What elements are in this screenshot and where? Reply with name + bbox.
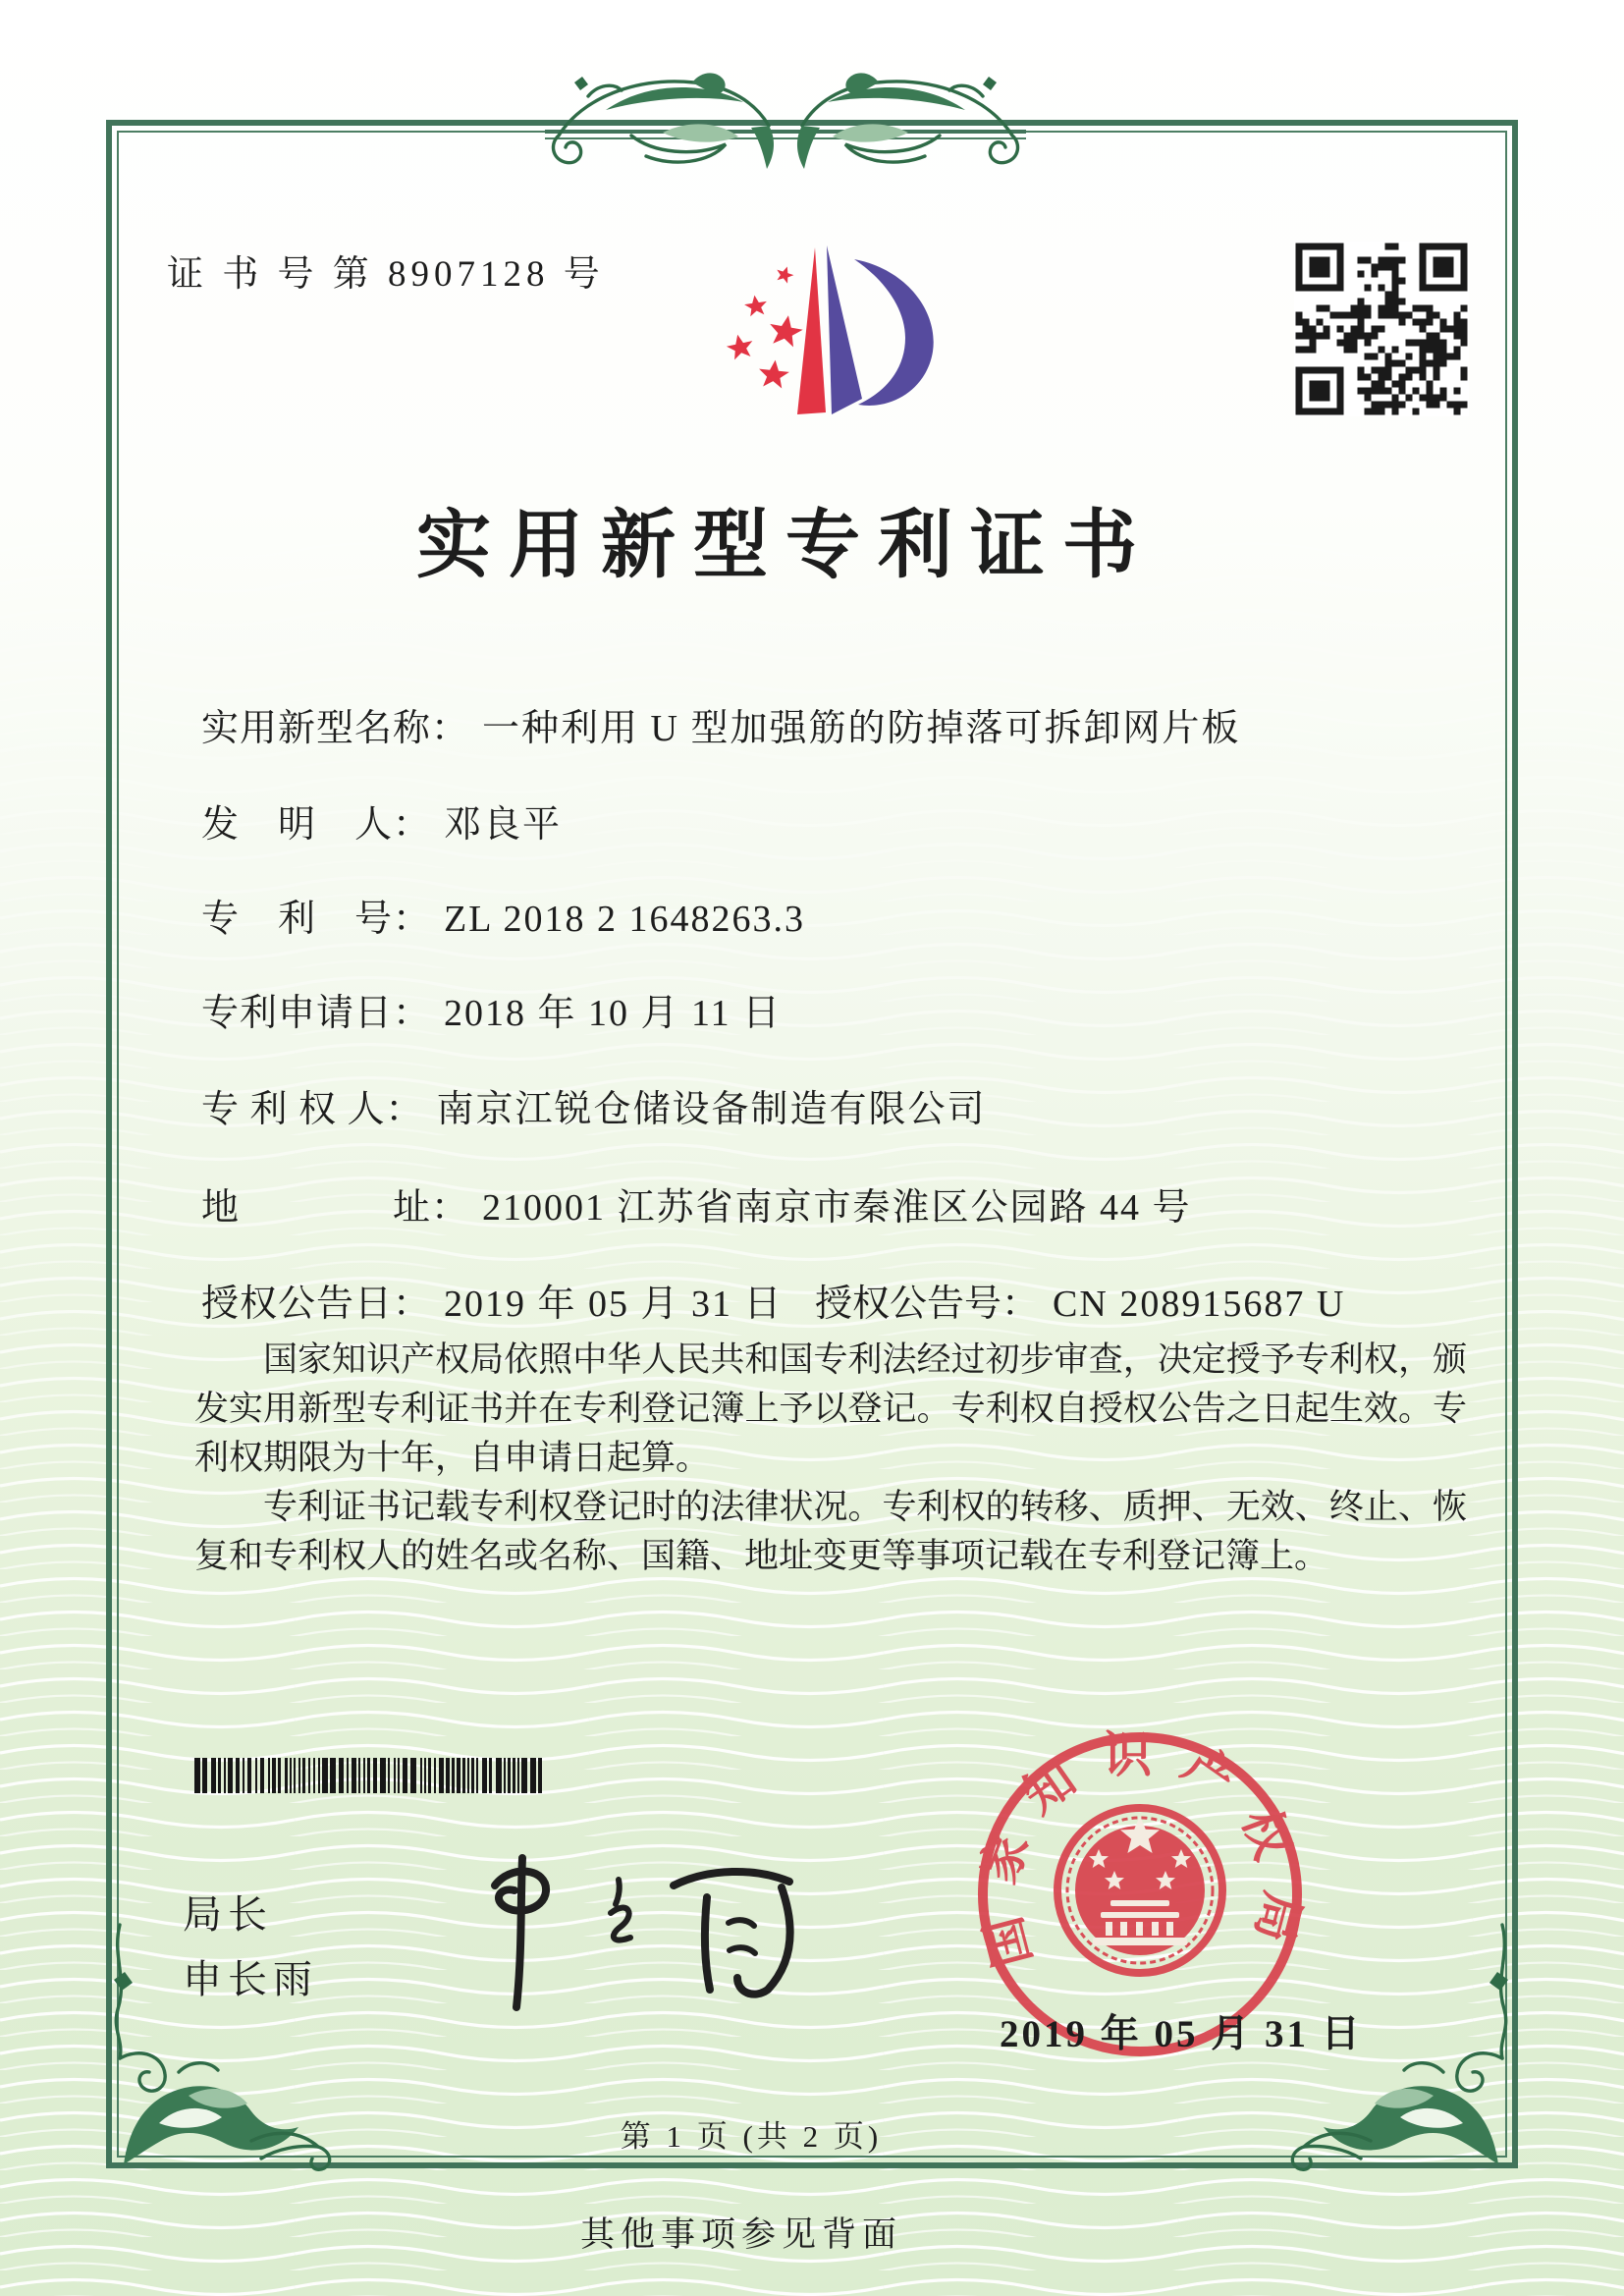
field-patent-number bbox=[201, 888, 1478, 942]
field-label: 专 利 号 bbox=[201, 899, 394, 940]
field-value: 一种利用 U 型加强筋的防掉落可拆卸网片板 bbox=[482, 708, 1241, 749]
top-flourish-ornament-icon bbox=[545, 41, 1026, 198]
field-patentee bbox=[201, 1078, 1478, 1132]
seal-ring-text: 国家知识产权局 bbox=[968, 1727, 1312, 1973]
handwritten-signature-icon bbox=[461, 1842, 827, 2019]
legal-paragraph-2: 专利证书记载专利权登记时的法律状况。专利权的转移、质押、无效、终止、恢复和专利权人的姓名或名称、国籍、地址变更等事项记载在专利登记簿上。 bbox=[194, 1488, 1467, 1575]
field-value: 邓良平 bbox=[444, 804, 563, 846]
field-filing-date bbox=[201, 982, 1478, 1036]
field-label: 地 址 bbox=[201, 1187, 432, 1229]
see-reverse-note: 其他事项参见背面 bbox=[579, 2215, 902, 2254]
seal-grant-date: 2019 年 05 月 31 日 bbox=[1000, 2013, 1363, 2055]
field-value: ZL 2018 2 1648263.3 bbox=[444, 899, 806, 940]
field-colon: ： bbox=[385, 1089, 423, 1130]
director-title: 局长 bbox=[183, 1892, 273, 1937]
field-value: 210001 江苏省南京市秦淮区公园路 44 号 bbox=[482, 1187, 1192, 1229]
field-label: 实用新型名称 bbox=[201, 708, 432, 749]
field-colon: ： bbox=[393, 804, 431, 846]
page-number: 第 1 页 (共 2 页) bbox=[620, 2119, 883, 2154]
certificate-number: 证 书 号 第 8907128 号 bbox=[167, 254, 605, 295]
barcode-icon bbox=[194, 1758, 550, 1793]
field-colon: ： bbox=[1001, 1284, 1040, 1325]
certificate-title: 实用新型专利证书 bbox=[416, 505, 1155, 587]
field-colon: ： bbox=[393, 899, 431, 940]
field-label: 专 利 权 人 bbox=[201, 1089, 386, 1130]
legal-paragraph-1: 国家知识产权局依照中华人民共和国专利法经过初步审查，决定授予专利权，颁发实用新型专利证书并在专利登记簿上予以登记。专利权自授权公告之日起生效。专利权期限为十年，自申请日起算。 bbox=[194, 1340, 1467, 1477]
field-label: 专利申请日 bbox=[201, 993, 394, 1034]
field-colon: ： bbox=[431, 1187, 469, 1229]
field-value: 南京江锐仓储设备制造有限公司 bbox=[436, 1089, 987, 1130]
field-colon: ： bbox=[393, 1284, 431, 1325]
field-inventor bbox=[201, 793, 1478, 847]
field-label: 授权公告日 bbox=[201, 1284, 394, 1325]
field-address bbox=[201, 1176, 1478, 1230]
field-value: 2018 年 10 月 11 日 bbox=[444, 993, 783, 1034]
cnipa-logo-icon bbox=[687, 226, 945, 444]
legal-text-block bbox=[194, 1336, 1467, 1581]
field-value: 2019 年 05 月 31 日 bbox=[444, 1284, 784, 1325]
field-colon: ： bbox=[393, 993, 431, 1034]
field-label: 发 明 人 bbox=[201, 804, 394, 846]
qr-code-icon bbox=[1294, 242, 1469, 416]
field-label: 授权公告号 bbox=[815, 1284, 1002, 1325]
field-utility-model-name bbox=[201, 697, 1478, 751]
director-name: 申长雨 bbox=[183, 1957, 318, 2001]
field-value: CN 208915687 U bbox=[1053, 1284, 1346, 1325]
field-colon: ： bbox=[431, 708, 469, 749]
field-grant-number bbox=[815, 1273, 1345, 1327]
